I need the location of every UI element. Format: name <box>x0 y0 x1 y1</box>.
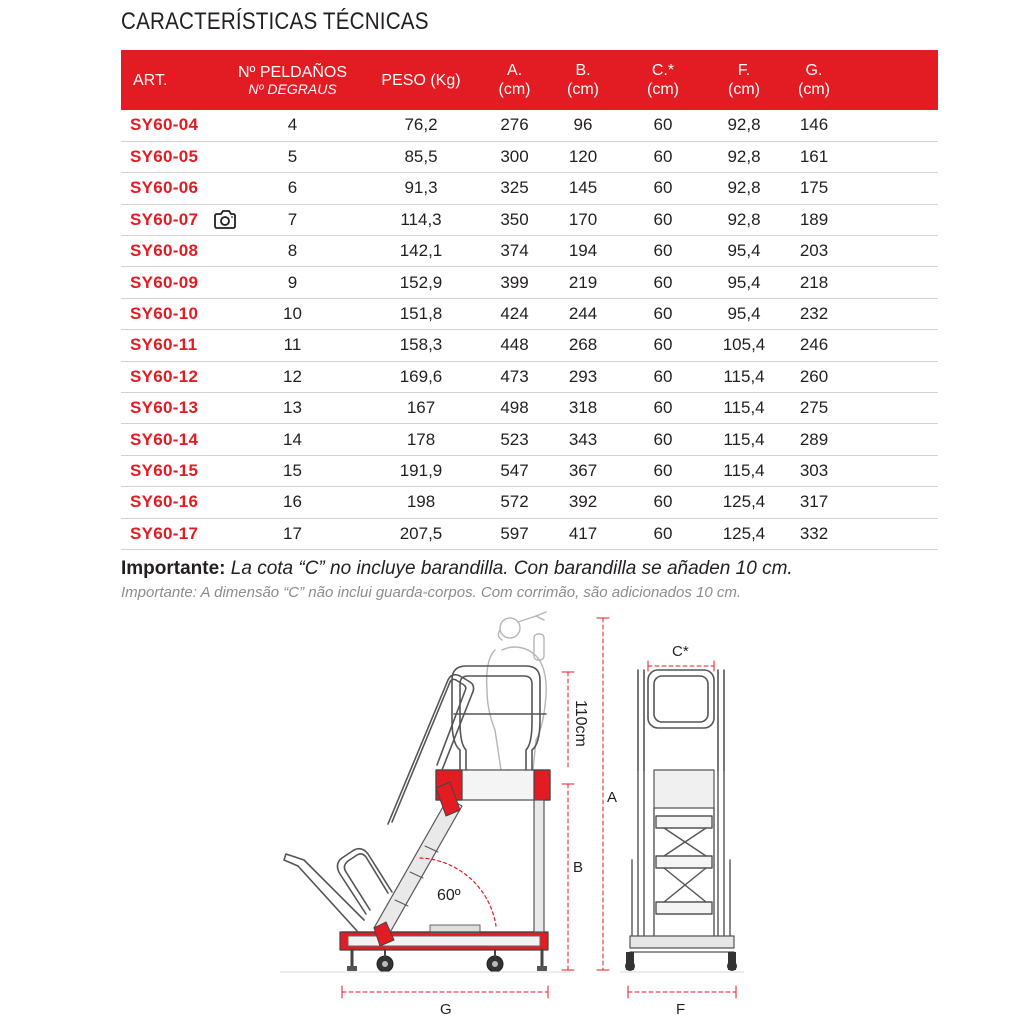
cell-art <box>121 424 224 455</box>
railing-height-label: 110cm <box>572 700 589 747</box>
table-row <box>121 518 938 549</box>
cell-a: 399 <box>500 272 529 292</box>
cell-b: 120 <box>568 147 598 167</box>
cell-g: 246 <box>799 335 829 355</box>
cell-b: 170 <box>568 209 598 229</box>
art-code: SY60-08 <box>130 241 199 261</box>
header-c: C.* (cm) <box>647 62 679 98</box>
cell-c: 60 <box>653 460 673 480</box>
table-row <box>121 455 938 486</box>
spec-table <box>121 50 938 550</box>
dim-g <box>342 986 548 1018</box>
art-code: SY60-14 <box>130 429 199 449</box>
cell-weight: 85,5 <box>404 147 438 167</box>
cell-f: 115,4 <box>723 398 765 418</box>
cell-weight: 198 <box>406 492 436 512</box>
cell-g: 332 <box>799 523 829 543</box>
cell-steps: 11 <box>283 335 302 355</box>
cell-weight: 91,3 <box>404 178 438 198</box>
cell-steps: 8 <box>287 241 298 261</box>
cell-weight: 167 <box>406 398 436 418</box>
cell-c: 60 <box>653 178 673 198</box>
cell-a: 547 <box>500 460 529 480</box>
cell-weight: 142,1 <box>399 241 443 261</box>
cell-c: 60 <box>653 335 673 355</box>
cell-c: 60 <box>653 492 673 512</box>
note-text-es: La cota “C” no incluye barandilla. Con barandilla se añaden 10 cm. <box>230 558 793 579</box>
cell-f: 125,4 <box>722 523 766 543</box>
cell-a: 523 <box>500 429 529 449</box>
cell-g: 218 <box>799 272 829 292</box>
cell-art <box>121 518 224 549</box>
cell-spacer <box>848 455 938 486</box>
cell-a: 374 <box>500 241 529 261</box>
angle-marker <box>420 858 496 926</box>
cell-f: 125,4 <box>722 492 766 512</box>
table-row <box>121 393 938 424</box>
cell-c: 60 <box>653 429 673 449</box>
cell-g: 232 <box>799 304 829 324</box>
cell-b: 318 <box>568 398 598 418</box>
cell-b: 293 <box>568 366 598 386</box>
cell-weight: 169,6 <box>399 366 443 386</box>
cell-weight: 151,8 <box>399 304 443 324</box>
table-row <box>121 236 938 267</box>
dim-c <box>648 643 714 671</box>
header-b: B. (cm) <box>567 62 599 98</box>
cell-f: 115,4 <box>723 366 765 386</box>
cell-c: 60 <box>653 398 673 418</box>
label-b: B <box>573 859 584 876</box>
cell-steps: 13 <box>283 398 302 418</box>
cell-g: 189 <box>799 209 829 229</box>
cell-a: 473 <box>500 366 529 386</box>
cell-g: 260 <box>799 366 829 386</box>
cell-steps: 6 <box>287 178 298 198</box>
cell-art <box>121 204 224 235</box>
cell-spacer <box>848 487 938 518</box>
cell-a: 572 <box>500 492 529 512</box>
cell-g: 161 <box>799 147 829 167</box>
cell-steps: 9 <box>287 272 298 292</box>
cell-c: 60 <box>653 241 673 261</box>
cell-g: 146 <box>799 115 829 135</box>
cell-art <box>121 110 224 141</box>
cell-spacer <box>848 393 938 424</box>
angle-label: 60º <box>437 887 461 904</box>
cell-art <box>121 267 224 298</box>
cell-weight: 152,9 <box>399 272 443 292</box>
front-guard <box>638 670 724 770</box>
cell-a: 498 <box>500 398 529 418</box>
cell-spacer <box>848 110 938 141</box>
cell-steps: 12 <box>283 366 302 386</box>
cell-b: 219 <box>568 272 598 292</box>
cell-g: 317 <box>799 492 829 512</box>
dim-a <box>597 618 617 970</box>
cell-b: 268 <box>568 335 598 355</box>
table-row <box>121 267 938 298</box>
cell-weight: 76,2 <box>404 115 438 135</box>
cell-weight: 191,9 <box>399 460 443 480</box>
cell-g: 289 <box>799 429 829 449</box>
cell-g: 275 <box>799 398 829 418</box>
cell-f: 95,4 <box>727 272 761 292</box>
cell-f: 92,8 <box>727 115 761 135</box>
cell-a: 276 <box>500 115 529 135</box>
cell-c: 60 <box>653 523 673 543</box>
cell-steps: 16 <box>283 492 302 512</box>
art-code: SY60-13 <box>130 398 199 418</box>
cell-b: 417 <box>568 523 598 543</box>
cell-c: 60 <box>653 209 673 229</box>
header-steps-pt: Nº DEGRAUS <box>248 81 337 97</box>
header-steps-es: Nº PELDAÑOS <box>238 64 347 81</box>
dim-f <box>628 986 736 1018</box>
header-g: G. (cm) <box>798 62 830 98</box>
base-frame <box>340 925 548 972</box>
front-platform <box>654 770 714 808</box>
table-row <box>121 110 938 141</box>
art-code: SY60-10 <box>130 304 199 324</box>
cell-a: 448 <box>500 335 529 355</box>
note-text-pt: Importante: A dimensão “C” não inclui guarda-corpos. Com corrimão, são adicionados 10 cm. <box>121 584 742 601</box>
cell-art <box>121 330 224 361</box>
header-art: ART. <box>133 71 168 89</box>
dim-110 <box>562 672 589 770</box>
cell-c: 60 <box>653 366 673 386</box>
cell-weight: 158,3 <box>399 335 443 355</box>
label-a: A <box>607 789 618 806</box>
page-title: CARACTERÍSTICAS TÉCNICAS <box>121 8 429 35</box>
cell-steps: 10 <box>283 304 302 324</box>
cell-f: 115,4 <box>723 429 765 449</box>
header-steps <box>224 50 361 110</box>
table-row <box>121 361 938 392</box>
cell-spacer <box>848 267 938 298</box>
note-label: Importante: <box>121 558 226 579</box>
art-code: SY60-05 <box>130 147 199 167</box>
table-row <box>121 204 938 235</box>
cell-steps: 14 <box>283 429 302 449</box>
cell-c: 60 <box>653 147 673 167</box>
cell-weight: 114,3 <box>400 209 442 229</box>
cell-b: 96 <box>573 115 593 135</box>
art-code: SY60-16 <box>130 492 199 512</box>
front-view <box>625 643 737 1018</box>
cell-f: 92,8 <box>727 178 761 198</box>
cell-steps: 7 <box>287 209 298 229</box>
cell-weight: 207,5 <box>399 523 443 543</box>
header-spacer <box>848 50 938 110</box>
cell-f: 95,4 <box>727 241 761 261</box>
note-es <box>121 558 793 580</box>
cell-art <box>121 487 224 518</box>
cell-steps: 15 <box>283 460 302 480</box>
header-f: F. (cm) <box>728 62 760 98</box>
table-row <box>121 487 938 518</box>
art-code: SY60-17 <box>130 523 199 543</box>
cell-b: 367 <box>568 460 598 480</box>
cell-b: 194 <box>568 241 598 261</box>
cell-spacer <box>848 518 938 549</box>
cell-spacer <box>848 298 938 329</box>
ladder-diagram <box>270 610 1010 1020</box>
label-c: C* <box>672 643 689 660</box>
cell-spacer <box>848 236 938 267</box>
table-header <box>121 50 938 110</box>
art-code: SY60-09 <box>130 272 199 292</box>
cell-steps: 17 <box>283 523 302 543</box>
front-base <box>625 936 737 971</box>
cell-f: 115,4 <box>723 460 765 480</box>
table-row <box>121 330 938 361</box>
cell-f: 95,4 <box>727 304 761 324</box>
table-row <box>121 141 938 172</box>
label-g: G <box>440 1001 452 1018</box>
cell-a: 424 <box>500 304 529 324</box>
dim-b <box>562 784 583 970</box>
cell-art <box>121 393 224 424</box>
cell-f: 92,8 <box>727 147 761 167</box>
cell-art <box>121 361 224 392</box>
cell-f: 105,4 <box>722 335 766 355</box>
worker-figure <box>487 612 547 780</box>
camera-icon[interactable] <box>213 210 237 230</box>
table-row <box>121 424 938 455</box>
cell-steps: 4 <box>287 115 298 135</box>
stair-stringer <box>374 782 462 946</box>
cell-b: 145 <box>568 178 598 198</box>
cell-c: 60 <box>653 115 673 135</box>
art-code: SY60-12 <box>130 366 199 386</box>
cell-a: 597 <box>500 523 529 543</box>
cell-weight: 178 <box>406 429 436 449</box>
label-f: F <box>676 1001 686 1018</box>
cell-c: 60 <box>653 272 673 292</box>
table-row <box>121 173 938 204</box>
art-code: SY60-04 <box>130 115 199 135</box>
cell-a: 350 <box>500 209 529 229</box>
art-code: SY60-06 <box>130 178 199 198</box>
cell-g: 303 <box>799 460 829 480</box>
table-body <box>121 110 938 549</box>
cell-art <box>121 173 224 204</box>
cell-spacer <box>848 361 938 392</box>
cell-art <box>121 141 224 172</box>
table-row <box>121 298 938 329</box>
cell-g: 203 <box>799 241 829 261</box>
cell-spacer <box>848 204 938 235</box>
art-code: SY60-11 <box>130 335 198 355</box>
header-weight: PESO (Kg) <box>381 71 461 89</box>
cell-f: 92,8 <box>727 209 761 229</box>
cell-art <box>121 298 224 329</box>
side-view <box>284 612 617 1018</box>
cell-c: 60 <box>653 304 673 324</box>
cell-spacer <box>848 424 938 455</box>
cell-steps: 5 <box>287 147 298 167</box>
cell-spacer <box>848 173 938 204</box>
cell-spacer <box>848 330 938 361</box>
cell-b: 392 <box>568 492 598 512</box>
header-a: A. (cm) <box>498 62 531 98</box>
cell-a: 300 <box>500 147 529 167</box>
cell-a: 325 <box>500 178 529 198</box>
cell-b: 343 <box>568 429 598 449</box>
cell-spacer <box>848 141 938 172</box>
cell-art <box>121 236 224 267</box>
cell-b: 244 <box>568 304 598 324</box>
cell-g: 175 <box>799 178 829 198</box>
art-code: SY60-07 <box>130 209 199 229</box>
cell-art <box>121 455 224 486</box>
art-code: SY60-15 <box>130 460 199 480</box>
